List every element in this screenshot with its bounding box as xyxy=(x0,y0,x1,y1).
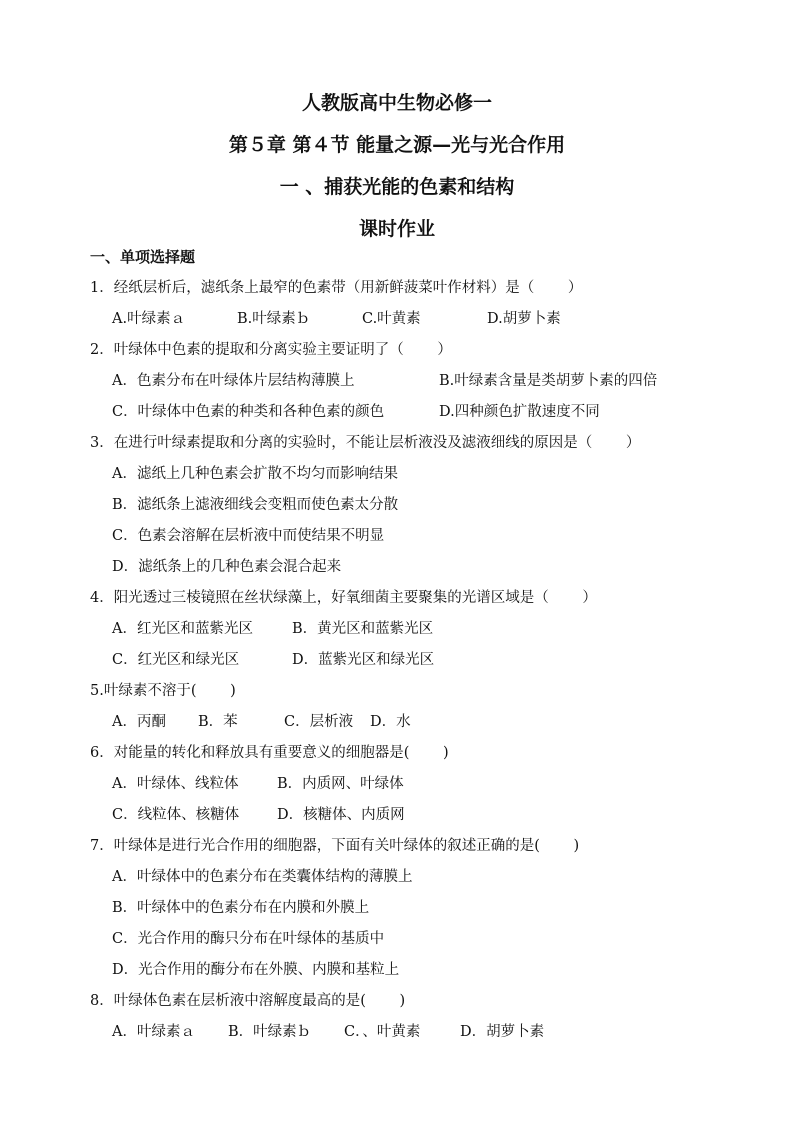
question-5-stem: 5.叶绿素不溶于( ) xyxy=(90,683,236,699)
question-8-options xyxy=(90,1017,750,1048)
homework-title: 课时作业 xyxy=(358,218,435,240)
question-2-stem: 2．叶绿体中色素的提取和分离实验主要证明了（ ） xyxy=(90,342,452,358)
q5-option-d: D．水 xyxy=(370,714,411,730)
q8-option-c: C．、叶黄素 xyxy=(344,1024,421,1040)
q3-option-d: D．滤纸条上的几种色素会混合起来 xyxy=(112,559,342,575)
document-title: 人教版高中生物必修一 xyxy=(301,92,492,114)
q3-option-a: A．滤纸上几种色素会扩散不均匀而影响结果 xyxy=(112,466,398,482)
question-7-stem: 7．叶绿体是进行光合作用的细胞器，下面有关叶绿体的叙述正确的是( ) xyxy=(90,838,580,854)
q1-option-a: A.叶绿素ａ xyxy=(112,311,186,327)
q1-option-c: C.叶黄素 xyxy=(362,311,421,327)
question-8-stem: 8．叶绿体色素在层析液中溶解度最高的是( ) xyxy=(90,993,406,1009)
question-1-stem: 1．经纸层析后，滤纸条上最窄的色素带（用新鲜菠菜叶作材料）是（ ） xyxy=(90,280,583,296)
q1-option-b: B.叶绿素ｂ xyxy=(237,311,311,327)
q5-option-b: B．苯 xyxy=(198,714,238,730)
q4-option-a: A．红光区和蓝紫光区 xyxy=(112,621,253,637)
question-4-options-row1 xyxy=(90,614,750,645)
q7-option-a: A．叶绿体中的色素分布在类囊体结构的薄膜上 xyxy=(112,869,413,885)
question-3-stem: 3．在进行叶绿素提取和分离的实验时，不能让层析液没及滤液细线的原因是（ ） xyxy=(90,435,641,451)
section-heading: 一 、捕获光能的色素和结构 xyxy=(279,176,515,198)
q6-option-b: B．内质网、叶绿体 xyxy=(277,776,404,792)
q4-option-c: C．红光区和绿光区 xyxy=(112,652,240,668)
q5-option-a: A．丙酮 xyxy=(112,714,166,730)
q6-option-c: C．线粒体、核糖体 xyxy=(112,807,240,823)
question-4-stem: 4．阳光透过三棱镜照在丝状绿藻上，好氧细菌主要聚集的光谱区域是（ ） xyxy=(90,590,597,606)
q2-option-a: A．色素分布在叶绿体片层结构薄膜上 xyxy=(112,373,355,389)
q6-option-d: D．核糖体、内质网 xyxy=(277,807,405,823)
section-title: 一、单项选择题 xyxy=(90,248,196,266)
q6-option-a: A．叶绿体、线粒体 xyxy=(112,776,239,792)
q2-option-d: D.四种颜色扩散速度不同 xyxy=(439,404,600,420)
q7-option-c: C．光合作用的酶只分布在叶绿体的基质中 xyxy=(112,931,385,947)
question-2-options-row2 xyxy=(90,397,750,428)
question-2-options-row1 xyxy=(90,366,750,397)
question-5-options xyxy=(90,707,750,738)
question-list xyxy=(90,242,750,1048)
title-block xyxy=(0,82,794,250)
q3-option-b: B．滤纸条上滤液细线会变粗而使色素太分散 xyxy=(112,497,399,513)
question-1-options xyxy=(90,304,750,335)
q4-option-d: D．蓝紫光区和绿光区 xyxy=(292,652,435,668)
question-4-options-row2 xyxy=(90,645,750,676)
q8-option-d: D．胡萝卜素 xyxy=(460,1024,545,1040)
question-6-options-row2 xyxy=(90,800,750,831)
q3-option-c: C．色素会溶解在层析液中而使结果不明显 xyxy=(112,528,385,544)
q2-option-b: B.叶绿素含量是类胡萝卜素的四倍 xyxy=(439,373,658,389)
q7-option-d: D．光合作用的酶分布在外膜、内膜和基粒上 xyxy=(112,962,400,978)
question-6-options-row1 xyxy=(90,769,750,800)
q7-option-b: B．叶绿体中的色素分布在内膜和外膜上 xyxy=(112,900,370,916)
question-6-stem: 6．对能量的转化和释放具有重要意义的细胞器是( ) xyxy=(90,745,449,761)
q8-option-a: A．叶绿素ａ xyxy=(112,1024,195,1040)
q1-option-d: D.胡萝卜素 xyxy=(487,311,561,327)
q2-option-c: C．叶绿体中色素的种类和各种色素的颜色 xyxy=(112,404,385,420)
q4-option-b: B．黄光区和蓝紫光区 xyxy=(292,621,434,637)
q8-option-b: B．叶绿素ｂ xyxy=(228,1024,312,1040)
q5-option-c: C．层析液 xyxy=(284,714,354,730)
chapter-title: 第５章 第４节 能量之源—光与光合作用 xyxy=(228,134,566,156)
